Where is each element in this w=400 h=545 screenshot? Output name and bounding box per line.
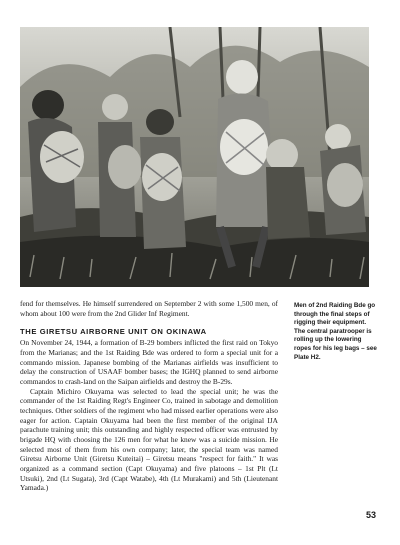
photo-caption: Men of 2nd Raiding Bde go through the final steps of rigging their equipment. The central paratrooper is rolling up the lowering ropes for his leg bags – see Plate H2. (294, 302, 377, 361)
photo-image (20, 27, 369, 287)
article-column (20, 299, 278, 493)
intro-paragraph: fend for themselves. He himself surrendered on September 2 with some 1,500 men, of whom about 100 were from the 2nd Glider Inf Regiment. (20, 299, 278, 318)
body-paragraph-2: Captain Michiro Okuyama was selected to lead the special unit; he was the commander of the 1st Raiding Regt's Engineer Co, trained in sabotage and demolition techniques. Other soldiers of the regiment who had missed earlier operations were also eager for action. Captain Okuyama had been the first member of the original IJA parachute training unit; this outstanding and highly respected officer was entrusted by brigade HQ with choosing the 126 men for what he knew was a suicide mission. He selected most of them from his own company; later, the special team was named Giretsu Airborne Unit (Giretsu Kuteitai) – Giretsu means "respect for faith." It was organized as a command section (Capt Okuyama) and five platoons – 1st Plt (Lt Utsuki), 2nd (Lt Sugata), 3rd (Capt Watabe), 4th (Lt Murakami) and 5th (Lieutenant Yamada.) (20, 386, 278, 493)
paratroopers-photo (20, 27, 369, 287)
section-heading: THE GIRETSU AIRBORNE UNIT ON OKINAWA (20, 327, 207, 337)
page-number: 53 (366, 510, 377, 520)
body-paragraph-1: On November 24, 1944, a formation of B-29 bombers inflicted the first raid on Tokyo from the Marianas; and the 1st Raiding Bde was ordered to form a special unit for a commando mission. Japanese bombing of the Marianas airfields was insufficient to delay the construction of USAAF bomber bases; the IGHQ planned to send airborne commandos to crash-land on the Saipan airfields and destroy the B-29s. (20, 338, 278, 386)
